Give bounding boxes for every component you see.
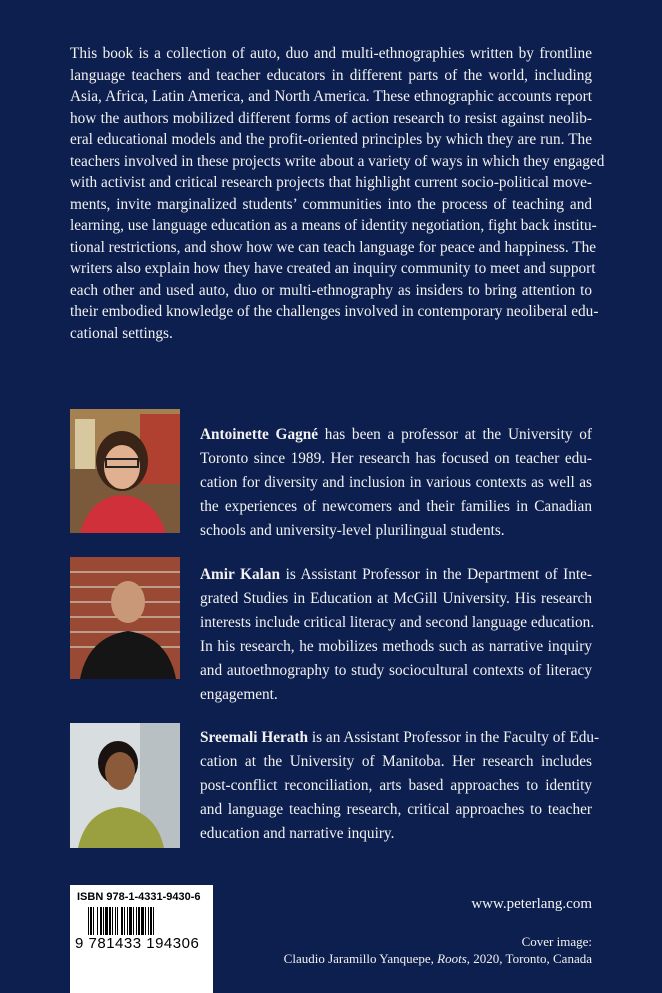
description-line: teachers involved in these projects write about a variety of ways in which they engaged — [70, 152, 605, 170]
bio-line: interests include critical literacy and second language education. — [200, 614, 595, 631]
description-line: with activist and critical research projects that highlight current socio-political move- — [70, 174, 592, 191]
bio-line — [200, 726, 600, 750]
bio-line: and autoethnography to study sociocultural contexts of literacy — [200, 662, 592, 679]
bio-line: schools and university-level plurilingual students. — [200, 522, 505, 539]
bio-line: post-conflict reconciliation, arts based approaches to identity — [200, 777, 592, 794]
author-bio-gagne — [200, 423, 592, 543]
barcode-digits: 9 781433 194306 — [75, 935, 200, 952]
description-line: eral educational models and the profit-oriented principles by which they are run. The — [70, 131, 592, 148]
isbn-text: ISBN 978-1-4331-9430-6 — [77, 891, 201, 903]
bio-line: education and narrative inquiry. — [200, 825, 395, 842]
bio-text: is an Assistant Professor in the Faculty of Edu- — [308, 729, 600, 746]
description-line: language teachers and teacher educators in different parts of the world, including — [70, 66, 592, 84]
bio-line: and language teaching research, critical approaches to teacher — [200, 801, 592, 818]
cover-credit-text — [284, 950, 592, 967]
description-line: their embodied knowledge of the challenges involved in contemporary neoliberal edu- — [70, 303, 599, 320]
bio-line: engagement. — [200, 686, 278, 703]
bio-line: the experiences of newcomers and their families in Canadian — [200, 498, 592, 515]
publisher-website[interactable]: www.peterlang.com — [471, 896, 592, 912]
description-line: learning, use language education as a means of identity negotiation, fight back institu- — [70, 217, 597, 234]
cover-credit — [284, 933, 592, 967]
author-photo-kalan — [70, 557, 180, 679]
bio-text: is Assistant Professor in the Department of Inte- — [280, 566, 592, 583]
author-photo-gagne — [70, 409, 180, 533]
description-line: Asia, Africa, Latin America, and North America. These ethnographic accounts report — [70, 88, 592, 105]
cover-title: Roots — [437, 951, 467, 966]
bio-line: cation for diversity and inclusion in various contexts as well as — [200, 474, 592, 491]
description-line: how the authors mobilized different forms of action research to resist against neolib- — [70, 109, 592, 127]
bio-line — [200, 423, 592, 447]
cover-credit-label: Cover image: — [521, 934, 592, 949]
bio-line — [200, 563, 592, 587]
description-line: tional restrictions, and show how we can teach language for peace and happiness. The — [70, 238, 597, 256]
author-name: Sreemali Herath — [200, 729, 309, 746]
description-line: writers also explain how they have created an inquiry community to meet and support — [70, 260, 596, 277]
author-name: Amir Kalan — [200, 566, 281, 583]
author-bio-kalan — [200, 563, 595, 707]
description-line: cational settings. — [70, 324, 173, 342]
author-name: Antoinette Gagné — [200, 426, 319, 443]
bio-line: Toronto since 1989. Her research has focused on teacher edu- — [200, 450, 592, 467]
isbn-barcode — [70, 885, 213, 993]
cover-artist: Claudio Jaramillo Yanquepe, — [283, 951, 438, 966]
book-description — [70, 43, 605, 344]
author-photo-herath — [70, 723, 180, 848]
bio-line: cation at the University of Manitoba. Her research includes — [200, 753, 592, 770]
author-bio-herath — [200, 726, 600, 846]
bio-line: grated Studies in Education at McGill University. His research — [200, 590, 592, 607]
description-line: This book is a collection of auto, duo and multi-ethnographies written by frontline — [70, 45, 592, 62]
description-line: ments, invite marginalized students’ communities into the process of teaching and — [70, 195, 592, 213]
bio-line: In his research, he mobilizes methods such as narrative inquiry — [200, 638, 592, 655]
bio-text: has been a professor at the University of — [318, 426, 593, 443]
description-line: each other and used auto, duo or multi-ethnography as insiders to bring attention to — [70, 281, 592, 299]
cover-details: , 2020, Toronto, Canada — [466, 951, 592, 966]
